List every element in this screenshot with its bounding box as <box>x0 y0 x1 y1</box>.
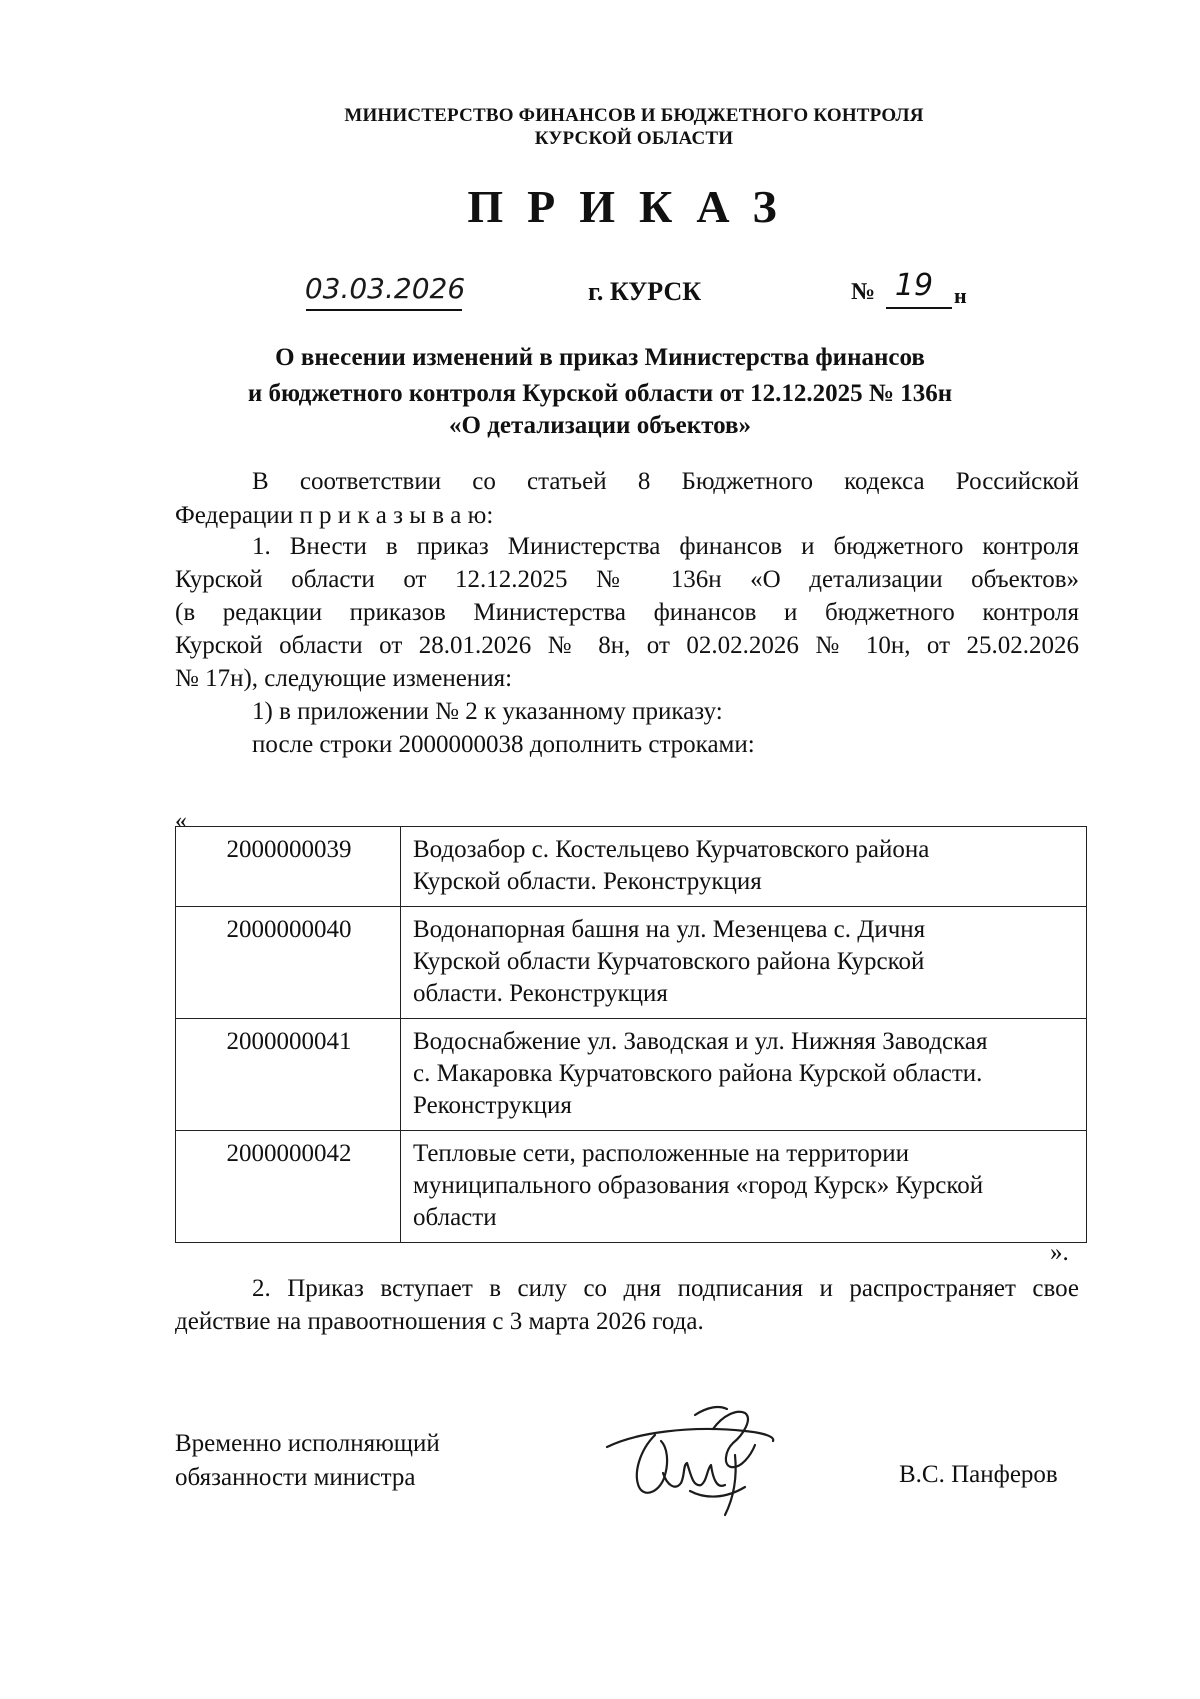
document-type-heading: ПРИКАЗ <box>467 181 801 232</box>
item2-line1: 2. Приказ вступает в силу со дня подписания и распространяет свое <box>252 1275 1079 1302</box>
preamble-line2: Федерации п р и к а з ы в а ю: <box>175 502 494 529</box>
object-name-line: Водоснабжение ул. Заводская и ул. Нижняя Заводская <box>413 1028 988 1055</box>
order-title-line1: О внесении изменений в приказ Министерства финансов <box>275 344 925 371</box>
order-date: 03.03.2026 <box>304 272 466 305</box>
preamble-line1: В соответствии со статьей 8 Бюджетного кодекса Российской <box>252 468 1079 495</box>
order-number: 19 <box>894 268 934 303</box>
item1-subpoint2: после строки 2000000038 дополнить строками: <box>252 731 755 758</box>
object-name-line: Тепловые сети, расположенные на территории <box>413 1140 910 1167</box>
object-name-line: Реконструкция <box>413 1092 572 1119</box>
object-code-cell: 2000000042 <box>176 1131 401 1243</box>
order-city: г. КУРСК <box>588 277 702 306</box>
signatory-role-line1: Временно исполняющий <box>175 1430 440 1457</box>
table-row <box>176 827 1087 907</box>
item1-line3: (в редакции приказов Министерства финансов и бюджетного контроля <box>175 599 1079 626</box>
item1-line2: Курской области от 12.12.2025 № 136н «О детализации объектов» <box>175 566 1079 593</box>
object-name-line: области <box>413 1204 497 1231</box>
signatory-role <box>175 1427 440 1495</box>
number-underline <box>886 307 952 309</box>
order-title-line3: «О детализации объектов» <box>449 412 751 439</box>
quote-open: « <box>175 808 187 834</box>
ministry-name-line1: МИНИСТЕРСТВО ФИНАНСОВ И БЮДЖЕТНОГО КОНТРОЛЯ <box>344 105 924 126</box>
table-row <box>176 1019 1087 1131</box>
handwritten-signature <box>595 1395 790 1520</box>
object-name-line: Водонапорная башня на ул. Мезенцева с. Дичня <box>413 916 926 943</box>
object-name-line: Водозабор с. Костельцево Курчатовского района <box>413 836 930 863</box>
table-row <box>176 1131 1087 1243</box>
object-name-cell <box>401 827 1087 907</box>
item1-line1: 1. Внести в приказ Министерства финансов и бюджетного контроля <box>252 533 1079 560</box>
item1-line4: Курской области от 28.01.2026 № 8н, от 02.02.2026 № 10н, от 25.02.2026 <box>175 632 1079 659</box>
order-title-line2: и бюджетного контроля Курской области от 12.12.2025 № 136н <box>247 380 953 407</box>
object-name-cell <box>401 907 1087 1019</box>
order-number-suffix: н <box>954 283 967 308</box>
object-name-cell <box>401 1131 1087 1243</box>
ministry-name-line2: КУРСКОЙ ОБЛАСТИ <box>534 128 734 149</box>
object-code-cell: 2000000040 <box>176 907 401 1019</box>
object-name-cell <box>401 1019 1087 1131</box>
object-code-cell: 2000000039 <box>176 827 401 907</box>
date-underline <box>306 309 462 311</box>
objects-table <box>175 826 1087 1243</box>
order-number-sign: № <box>851 279 876 305</box>
item2-line2: действие на правоотношения с 3 марта 2026 года. <box>175 1308 704 1335</box>
quote-close: ». <box>1050 1239 1069 1266</box>
table-row <box>176 907 1087 1019</box>
object-code-cell: 2000000041 <box>176 1019 401 1131</box>
object-name-line: с. Макаровка Курчатовского района Курской области. <box>413 1060 983 1087</box>
object-name-line: Курской области Курчатовского района Курской <box>413 948 925 975</box>
item1-line5: № 17н), следующие изменения: <box>175 665 513 692</box>
object-name-line: Курской области. Реконструкция <box>413 868 762 895</box>
object-name-line: области. Реконструкция <box>413 980 668 1007</box>
object-name-line: муниципального образования «город Курск» Курской <box>413 1172 984 1199</box>
signatory-role-line2: обязанности министра <box>175 1464 416 1491</box>
item1-subpoint1: 1) в приложении № 2 к указанному приказу: <box>252 698 723 725</box>
signatory-name: В.С. Панферов <box>899 1461 1058 1488</box>
